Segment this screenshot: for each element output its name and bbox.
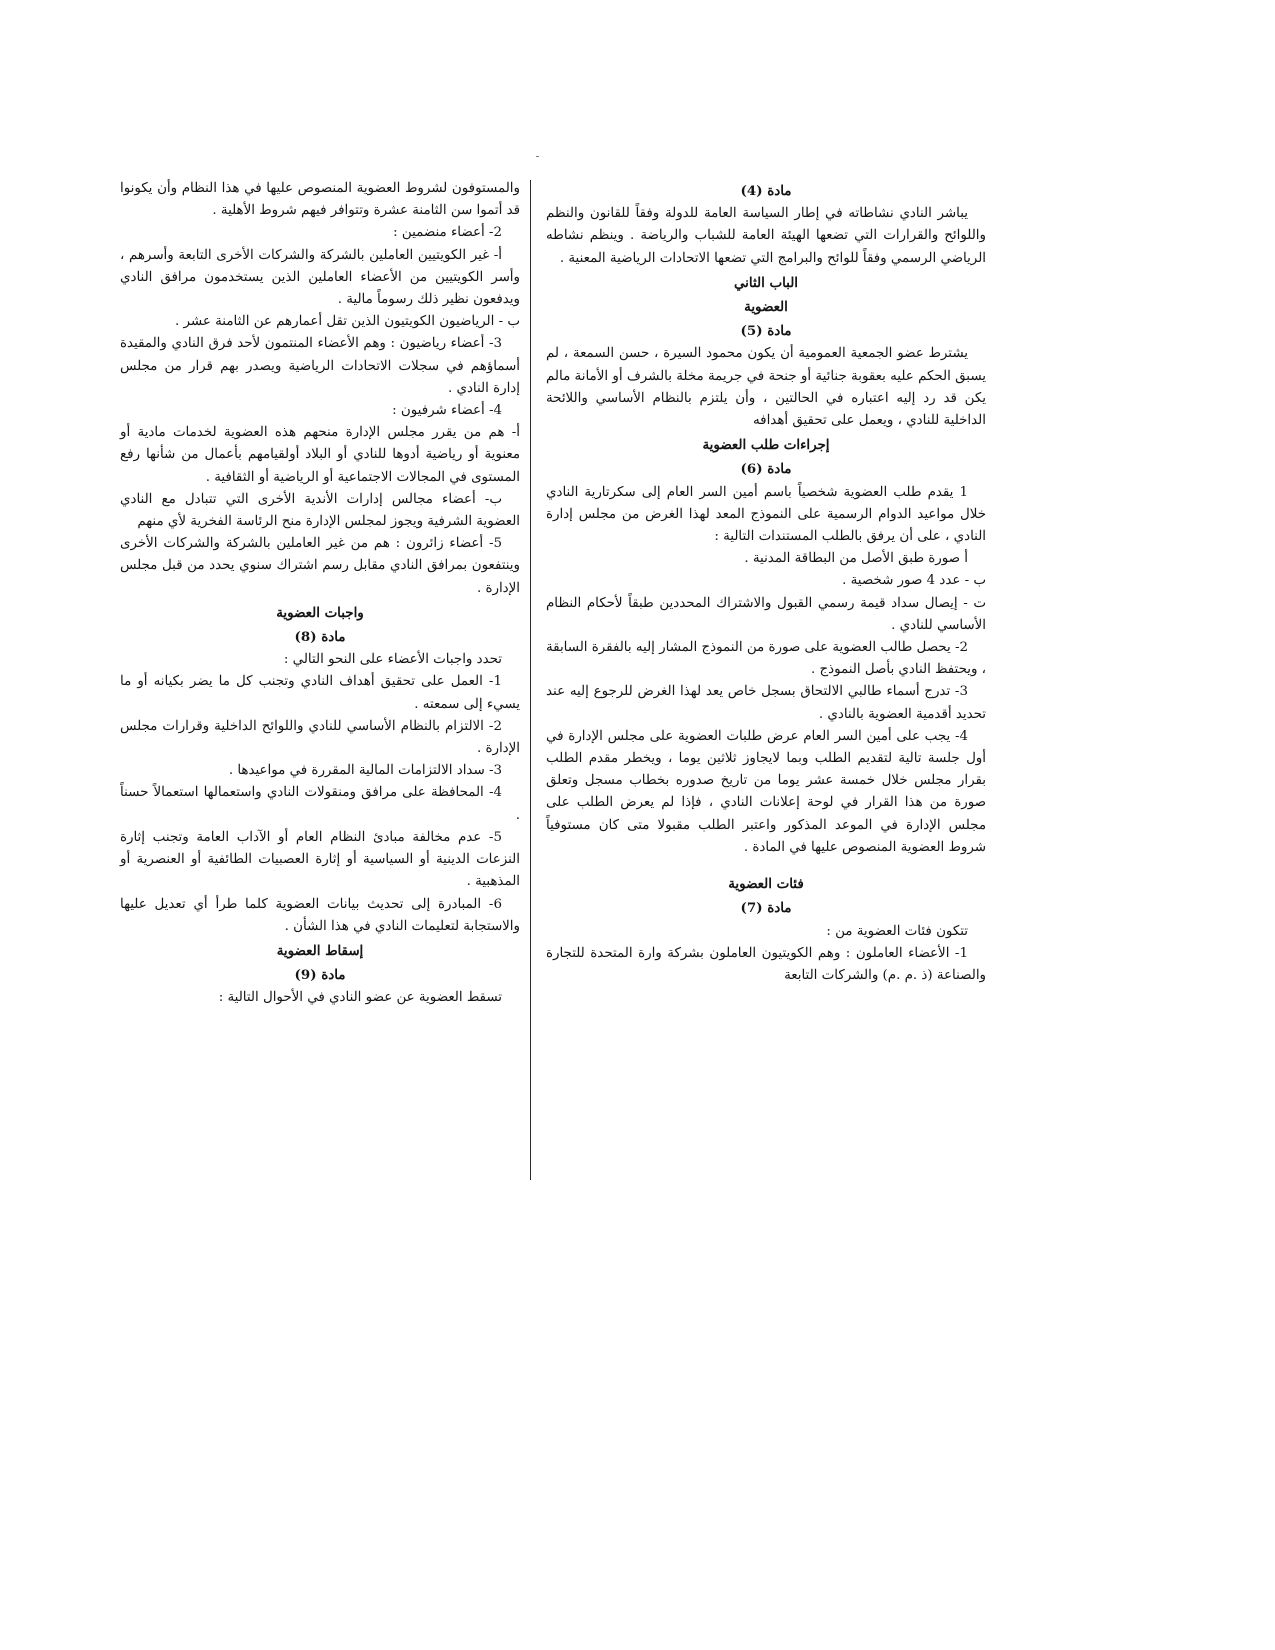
article-6-item-c: ت - إيصال سداد قيمة رسمي القبول والاشتراك المحددين طبقاً لأحكام النظام الأساسي للنادي . <box>546 595 986 633</box>
membership-duties-heading: واجبات العضوية <box>276 604 364 621</box>
right-column <box>546 178 986 987</box>
article-8-clause-1: 1- العمل على تحقيق أهداف النادي وتجنب كل ما يضر بكيانه أو ما يسيء إلى سمعته . <box>120 674 520 712</box>
article-7-clause-1: 1- الأعضاء العاملون : وهم الكويتيون العاملون بشركة وارة المتحدة للتجارة والصناعة (ذ .م .م) والشركات التابعة <box>546 945 986 983</box>
article-7-clause-4-b: ب- أعضاء مجالس إدارات الأندية الأخرى التي تتبادل مع النادي العضوية الشرفية ويجوز لمجلس الإدارة منح الرئاسة الفخرية لأي منهم <box>120 491 520 530</box>
left-column <box>120 178 520 1010</box>
article-7-clause-2-b: ب - الرياضيون الكويتيون الذين تقل أعمارهم عن الثامنة عشر . <box>175 314 520 330</box>
article-5-heading: مادة (5) <box>740 323 792 340</box>
membership-procedures-heading: إجراءات طلب العضوية <box>702 437 830 454</box>
article-4-heading: مادة (4) <box>740 183 792 199</box>
article-8-heading: مادة (8) <box>294 629 346 646</box>
article-7-intro: تتكون فئات العضوية من : <box>826 923 968 939</box>
article-7-clause-2-a: أ- غير الكويتيين العاملين بالشركة والشركات الأخرى التابعة وأسرهم ، وأسر الكويتيين من الأعضاء العاملين الذين يستخدمون مرافق النادي ويدفعون نظير ذلك رسوماً مالية . <box>120 247 520 308</box>
article-8-clause-6: 6- المبادرة إلى تحديث بيانات العضوية كلما طرأ أي تعديل عليها والاستجابة لتعليمات النادي في هذا الشأن . <box>120 896 520 934</box>
article-7-clause-1-continued: والمستوفون لشروط العضوية المنصوص عليها في هذا النظام وأن يكونوا قد أتموا سن الثامنة عشرة وتتوافر فيهم شروط الأهلية . <box>120 181 520 219</box>
article-7-clause-2: 2- أعضاء منضمين : <box>393 225 502 241</box>
article-8-clause-5: 5- عدم مخالفة مبادئ النظام العام أو الآداب العامة وتجنب إثارة النزعات الدينية أو السياسية أو إثارة العصبيات الطائفية أو العنصرية أو المذهبية . <box>120 829 520 890</box>
article-4-text: يباشر النادي نشاطاته في إطار السياسة العامة للدولة وفقاً للقانون والنظم واللوائح والقرارات التي تضعها الهيئة العامة للشباب والرياضة . وينظم نشاطه الرياضي الرسمي وفقاً للوائح والبرامج التي تضعها الاتحادات الرياضية المعنية . <box>546 206 986 266</box>
article-6-item-b: ب - عدد 4 صور شخصية . <box>842 573 986 589</box>
article-7-clause-4: 4- أعضاء شرفيون : <box>392 403 502 419</box>
article-8-clause-4: 4- المحافظة على مرافق ومنقولات النادي واستعمالها استعمالاً حسناً . <box>120 785 520 823</box>
article-6-heading: مادة (6) <box>740 461 792 478</box>
article-7-clause-4-a: أ- هم من يقرر مجلس الإدارة منحهم هذه العضوية لخدمات مادية أو معنوية أو رياضية أدوها للنادي أو البلاد أولقيامهم بأعمال من شأنها رفع المستوى في المجالات الاجتماعية أو الرياضية أو الثقافية . <box>120 425 520 485</box>
article-8-clause-2: 2- الالتزام بالنظام الأساسي للنادي واللوائح الداخلية وقرارات مجلس الإدارة . <box>120 718 520 757</box>
article-5-text: يشترط عضو الجمعية العمومية أن يكون محمود السيرة ، حسن السمعة ، لم يسبق الحكم عليه بعقوبة جنائية أو جنحة في جريمة مخلة بالشرف أو الأمانة مالم يكن قد رد إليه اعتباره في الحالتين ، وأن يلتزم بالنظام الأساسي واللائحة الداخلية للنادي ، ويعمل على تحقيق أهدافه <box>546 346 986 429</box>
article-9-intro: تسقط العضوية عن عضو النادي في الأحوال التالية : <box>218 990 502 1006</box>
scan-mark <box>536 156 539 157</box>
article-7-heading: مادة (7) <box>740 900 792 917</box>
article-8-intro: تحدد واجبات الأعضاء على النحو التالي : <box>283 652 502 668</box>
column-divider <box>530 180 531 1180</box>
article-7-clause-5: 5- أعضاء زائرون : هم من غير العاملين بالشركة والشركات الأخرى وينتفعون بمرافق النادي مقابل رسم اشتراك سنوي يحدد من قبل مجلس الإدارة . <box>120 536 520 596</box>
chapter-two-heading: الباب الثاني <box>734 274 798 291</box>
article-9-heading: مادة (9) <box>294 967 346 984</box>
article-6-clause-3: 3- تدرج أسماء طالبي الالتحاق بسجل خاص يعد لهذا الغرض للرجوع إليه عند تحديد أقدمية العضوية بالنادي . <box>546 684 986 722</box>
article-6-clause-4: 4- يجب على أمين السر العام عرض طلبات العضوية على مجلس الإدارة في أول جلسة تالية لتقديم الطلب وبما لايجاوز ثلاثين يوما ، ويخطر مقدم الطلب بقرار مجلس خلال خمسة عشر يوما من تاريخ صدوره بخطاب مسجل وتعلق صورة من هذا القرار في لوحة إعلانات النادي ، فإذا لم يعرض الطلب على مجلس الإدارة في الموعد المذكور واعتبر الطلب مقبولا متى كان مستوفياً شروط العضوية المنصوص عليها في المادة . <box>546 728 986 855</box>
membership-revocation-heading: إسقاط العضوية <box>276 942 364 959</box>
article-6-clause-2: 2- يحصل طالب العضوية على صورة من النموذج المشار إليه بالفقرة السابقة ، ويحتفظ النادي بأصل النموذج . <box>546 640 986 678</box>
article-6-item-a: أ صورة طبق الأصل من البطاقة المدنية . <box>744 551 968 567</box>
article-7-clause-3: 3- أعضاء رياضيون : وهم الأعضاء المنتمون لأحد فرق النادي والمقيدة أسماؤهم في سجلات الاتحادات الرياضية ويصدر بهم قرار من مجلس إدارة النادي . <box>120 336 520 396</box>
membership-heading: العضوية <box>744 299 788 316</box>
article-6-clause-1: 1 يقدم طلب العضوية شخصياً باسم أمين السر العام إلى سكرتارية النادي خلال مواعيد الدوام الرسمية على النموذج المعد لهذا الغرض من مجلس إدارة النادي ، على أن يرفق بالطلب المستندات التالية : <box>546 484 986 545</box>
article-8-clause-3: 3- سداد الالتزامات المالية المقررة في مواعيدها . <box>228 763 502 779</box>
membership-categories-heading: فئات العضوية <box>728 876 804 893</box>
